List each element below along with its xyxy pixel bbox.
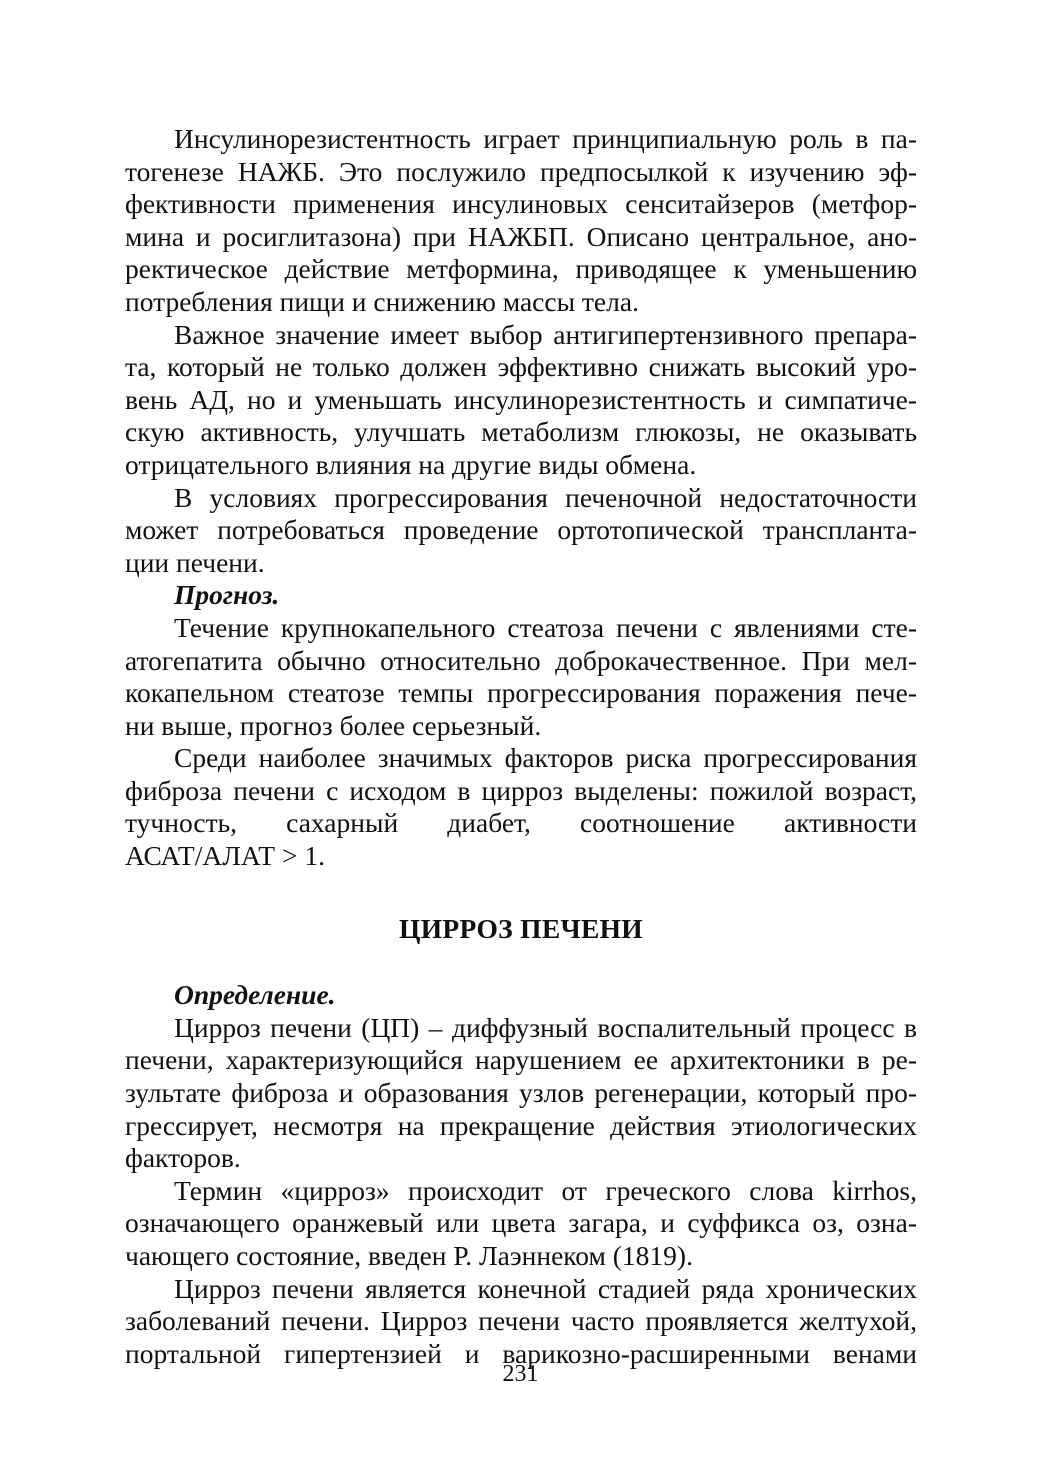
text-line: ни выше, прогноз более серьезный. [125,709,542,741]
text-line: ректическое действие метформина, приводящее к уменьшению [125,253,917,285]
text-line: Среди наиболее значимых факторов риска прогрессирования [174,742,917,774]
text-line: Инсулинорезистентность играет принципиальную роль в па- [174,123,917,154]
prognosis-heading: Прогноз. [174,579,280,611]
paragraph-insulin-resistance [125,123,917,319]
paragraph-definition [125,1012,917,1175]
text-line: портальной гипертензией и варикозно-расширенными венами [125,1337,917,1369]
paragraph-antihypertensive [125,319,917,482]
page-body [125,123,917,1370]
text-line: печени, характеризующийся нарушением ее архитектоники в ре- [125,1044,917,1076]
paragraph-prognosis [125,612,917,742]
text-line: грессирует, несмотря на прекращение действия этиологических [125,1109,917,1141]
text-line: зультате фиброза и образования узлов регенерации, который про- [125,1077,917,1109]
text-line: потребления пищи и снижению массы тела. [125,285,639,317]
text-line: мина и росиглитазона) при НАЖБП. Описано центральное, ано- [125,220,917,252]
text-line: кокапельном стеатозе темпы прогрессирования поражения пече- [125,677,917,709]
paragraph-risk-factors [125,742,917,872]
text-line: атогепатита обычно относительно доброкачественное. При мел- [125,644,917,676]
text-line: вень АД, но и уменьшать инсулинорезистентность и симпатиче- [125,383,917,415]
text-line: чающего состояние, введен Р. Лаэннеком (1819). [125,1240,693,1271]
paragraph-final-stage [125,1273,917,1371]
text-line: означающего оранжевый или цвета загара, и суффикса оз, озна- [125,1207,917,1239]
text-line: тучность, сахарный диабет, соотношение активности [125,807,917,839]
text-line: тогенезе НАЖБ. Это послужило предпосылкой к изучению эф- [125,155,917,187]
text-line: Цирроз печени является конечной стадией ряда хронических [174,1272,917,1304]
text-line: факторов. [125,1142,241,1174]
text-line: фиброза печени с исходом в цирроз выделены: пожилой возраст, [125,774,917,806]
text-line: Течение крупнокапельного стеатоза печени с явлениями сте- [174,611,917,643]
page-number: 231 [502,1361,539,1387]
text-line: В условиях прогрессирования печеночной недостаточности [174,481,917,513]
text-line: АСАТ/АЛАТ > 1. [125,840,325,872]
text-line: Цирроз печени (ЦП) – диффузный воспалительный процесс в [174,1011,917,1043]
text-line: фективности применения инсулиновых сенситайзеров (метфор- [125,188,917,220]
paragraph-transplantation [125,482,917,580]
text-line: Важное значение имеет выбор антигипертензивного препара- [174,318,917,350]
text-line: Термин «цирроз» происходит от греческого слова kirrhos, [174,1174,917,1206]
paragraph-term-origin [125,1175,917,1273]
text-line: ции печени. [125,546,265,578]
text-line: отрицательного влияния на другие виды обмена. [125,448,697,480]
section-title: ЦИРРОЗ ПЕЧЕНИ [399,912,643,944]
definition-heading: Определение. [174,979,336,1011]
text-line: может потребоваться проведение ортотопической транспланта- [125,514,917,546]
text-line: заболеваний печени. Цирроз печени часто проявляется желтухой, [125,1305,917,1337]
text-line: скую активность, улучшать метаболизм глюкозы, не оказывать [125,416,917,448]
text-line: та, который не только должен эффективно снижать высокий уро- [125,351,917,383]
